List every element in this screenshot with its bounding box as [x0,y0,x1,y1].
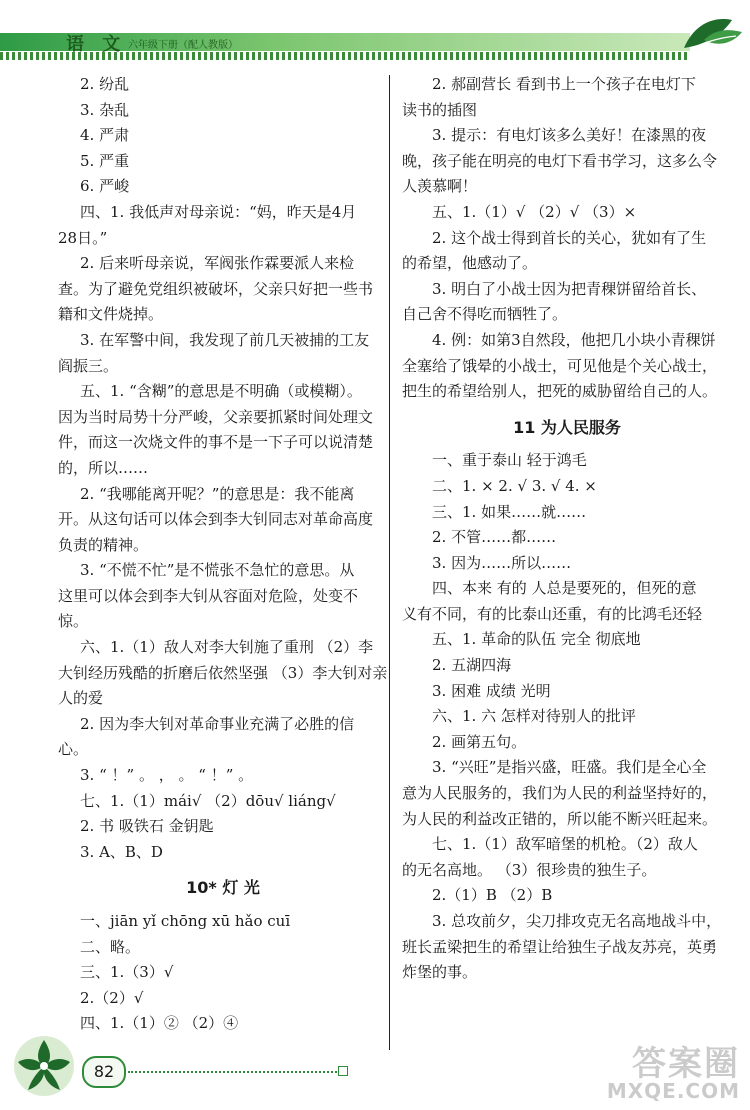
answer-line: 负责的精神。 [58,535,149,554]
answer-line: 3. 杂乱 [80,100,130,119]
answer-line: 2.（2）√ [80,988,144,1007]
answer-line: 人的爱 [58,689,104,708]
page-number: 82 [82,1056,126,1088]
answer-line: 为人民的利益改正错的，所以能不断兴旺起来。 [402,809,718,828]
answer-line: 3. 因为……所以…… [432,553,572,572]
answer-line: 3. 总攻前夕，尖刀排攻克无名高地战斗中， [432,912,722,930]
answer-line: 人羡慕啊！ [402,177,478,196]
answer-line: 三、1. 如果……就…… [432,502,587,521]
watermark-url: MXQE.COM [606,1079,740,1103]
answer-line: 把生的希望给别人，把死的威胁留给自己的人。 [402,382,718,401]
answer-line: 四、1.（1）② （2）④ [80,1014,239,1033]
answer-line: 读书的插图 [402,100,478,119]
answer-line: 4. 严肃 [80,126,130,145]
answer-line: 2. 后来听母亲说，军阀张作霖要派人来检 [80,254,355,273]
answer-line: 3. “ ！” 。 ， 。 “ ！” 。 [80,766,254,785]
answer-line: 班长孟梁把生的希望让给独生子战友苏亮，英勇 [402,937,718,956]
answer-line: 2. 画第五句。 [432,732,527,751]
answer-line: 意为人民服务的，我们为人民的利益坚持好的， [402,784,718,803]
answer-line: 六、1.（1）敌人对李大钊施了重刑 （2）李 [80,638,374,657]
answer-line: 一、重于泰山 轻于鸿毛 [432,451,587,470]
answer-line: 的无名高地。 （3）很珍贵的独生子。 [402,860,657,879]
footer-line-end-marker [338,1066,348,1076]
answer-line: 件，而这一次烧文件的事不是一下子可以说清楚 [58,433,374,452]
answer-line: 炸堡的事。 [402,963,478,982]
answer-line: 2. 这个战士得到首长的关心，犹如有了生 [432,228,707,247]
answer-line: 籍和文件烧掉。 [58,305,164,324]
answer-line: 查。为了避免党组织被破坏，父亲只好把一些书 [58,279,374,298]
answer-line: 3. “兴旺”是指兴盛，旺盛。我们是全心全 [432,758,707,777]
page-header [0,0,750,70]
answer-line: 2. 郝副营长 看到书上一个孩子在电灯下 [432,75,696,93]
answer-line: 二、略。 [80,937,141,956]
answer-line: 3. “不慌不忙”是不慌张不急忙的意思。从 [80,561,355,580]
section-title: 10* 灯 光 [186,878,260,898]
answer-line: 的，所以…… [58,458,149,477]
column-divider [389,75,390,1050]
answer-line: 的希望，他感动了。 [402,254,538,273]
answer-line: 3. 提示：有电灯该多么美好！在漆黑的夜 [432,126,707,145]
answer-line: 五、1. 革命的队伍 完全 彻底地 [432,630,641,649]
section-title: 11 为人民服务 [513,417,621,437]
answer-line: 3. 明白了小战士因为把青稞饼留给首长、 [432,279,707,298]
watermark-text: 答案圈 [632,1044,740,1084]
answer-line: 惊。 [58,612,89,631]
answer-line: 2. 因为李大钊对革命事业充满了必胜的信 [80,714,355,733]
page-footer [0,1030,750,1110]
subject-title: 语 文 [66,34,127,55]
answer-line: 五、1.（1）√ （2）√ （3）× [432,202,637,221]
answer-line: 全塞给了饿晕的小战士，可见他是个关心战士， [402,356,718,375]
answer-line: 七、1.（1）mái√ （2）dōu√ liáng√ [80,791,336,810]
grade-label: 六年级下册（配人教版） [128,40,238,51]
answer-line: 3. A、B、D [80,842,163,861]
answer-line: 三、1.（3）√ [80,963,174,982]
answer-line: 2. 五湖四海 [432,656,512,675]
answer-line: 3. 在军警中间，我发现了前几天被捕的工友 [80,330,370,349]
answer-line: 2.（1）B （2）B [432,886,553,905]
answer-line: 5. 严重 [80,151,130,170]
answer-line: 2. 书 吸铁石 金钥匙 [80,817,214,836]
answer-line: 一、jiān yǐ chōng xū hǎo cuī [80,912,291,930]
answer-line: 2. 纷乱 [80,75,130,93]
answer-line: 心。 [58,740,89,759]
answer-line: 4. 例：如第3自然段，他把几小块小青稞饼 [432,330,716,349]
answer-line: 6. 严峻 [80,177,130,196]
answer-line: 这里可以体会到李大钊从容面对危险，处变不 [58,586,359,605]
answer-line: 二、1. × 2. √ 3. √ 4. × [432,476,597,495]
answer-line: 2. “我哪能离开呢？”的意思是：我不能离 [80,484,355,503]
answer-line: 义有不同，有的比泰山还重，有的比鸿毛还轻 [402,604,703,623]
right-column [402,72,732,986]
left-column [58,72,388,1037]
watermark [560,1036,740,1103]
answer-line: 大钊经历残酷的折磨后依然坚强 （3）李大钊对亲 [58,663,388,682]
answer-line: 28日。” [58,228,108,247]
answer-line: 3. 困难 成绩 光明 [432,681,551,700]
answer-line: 五、1. “含糊”的意思是不明确（或模糊）。 [80,382,362,401]
footer-dotted-line [128,1071,340,1073]
leaf-logo-icon [680,14,746,54]
answer-line: 2. 不管……都…… [432,528,557,547]
answer-line: 晚，孩子能在明亮的电灯下看书学习，这多么令 [402,151,718,170]
answer-line: 七、1.（1）敌军暗堡的机枪。（2）敌人 [432,835,698,854]
answer-line: 六、1. 六 怎样对待别人的批评 [432,707,636,726]
flower-decoration-icon [6,1032,84,1102]
answer-line: 四、1. 我低声对母亲说：“妈，昨天是4月 [80,202,357,221]
answer-line: 开。从这句话可以体会到李大钊同志对革命高度 [58,510,374,529]
answer-line: 自己舍不得吃而牺牲了。 [402,305,568,324]
answer-line: 阎振三。 [58,356,119,375]
answer-line: 因为当时局势十分严峻，父亲要抓紧时间处理文 [58,407,374,426]
answer-line: 四、本来 有的 人总是要死的，但死的意 [432,579,697,598]
